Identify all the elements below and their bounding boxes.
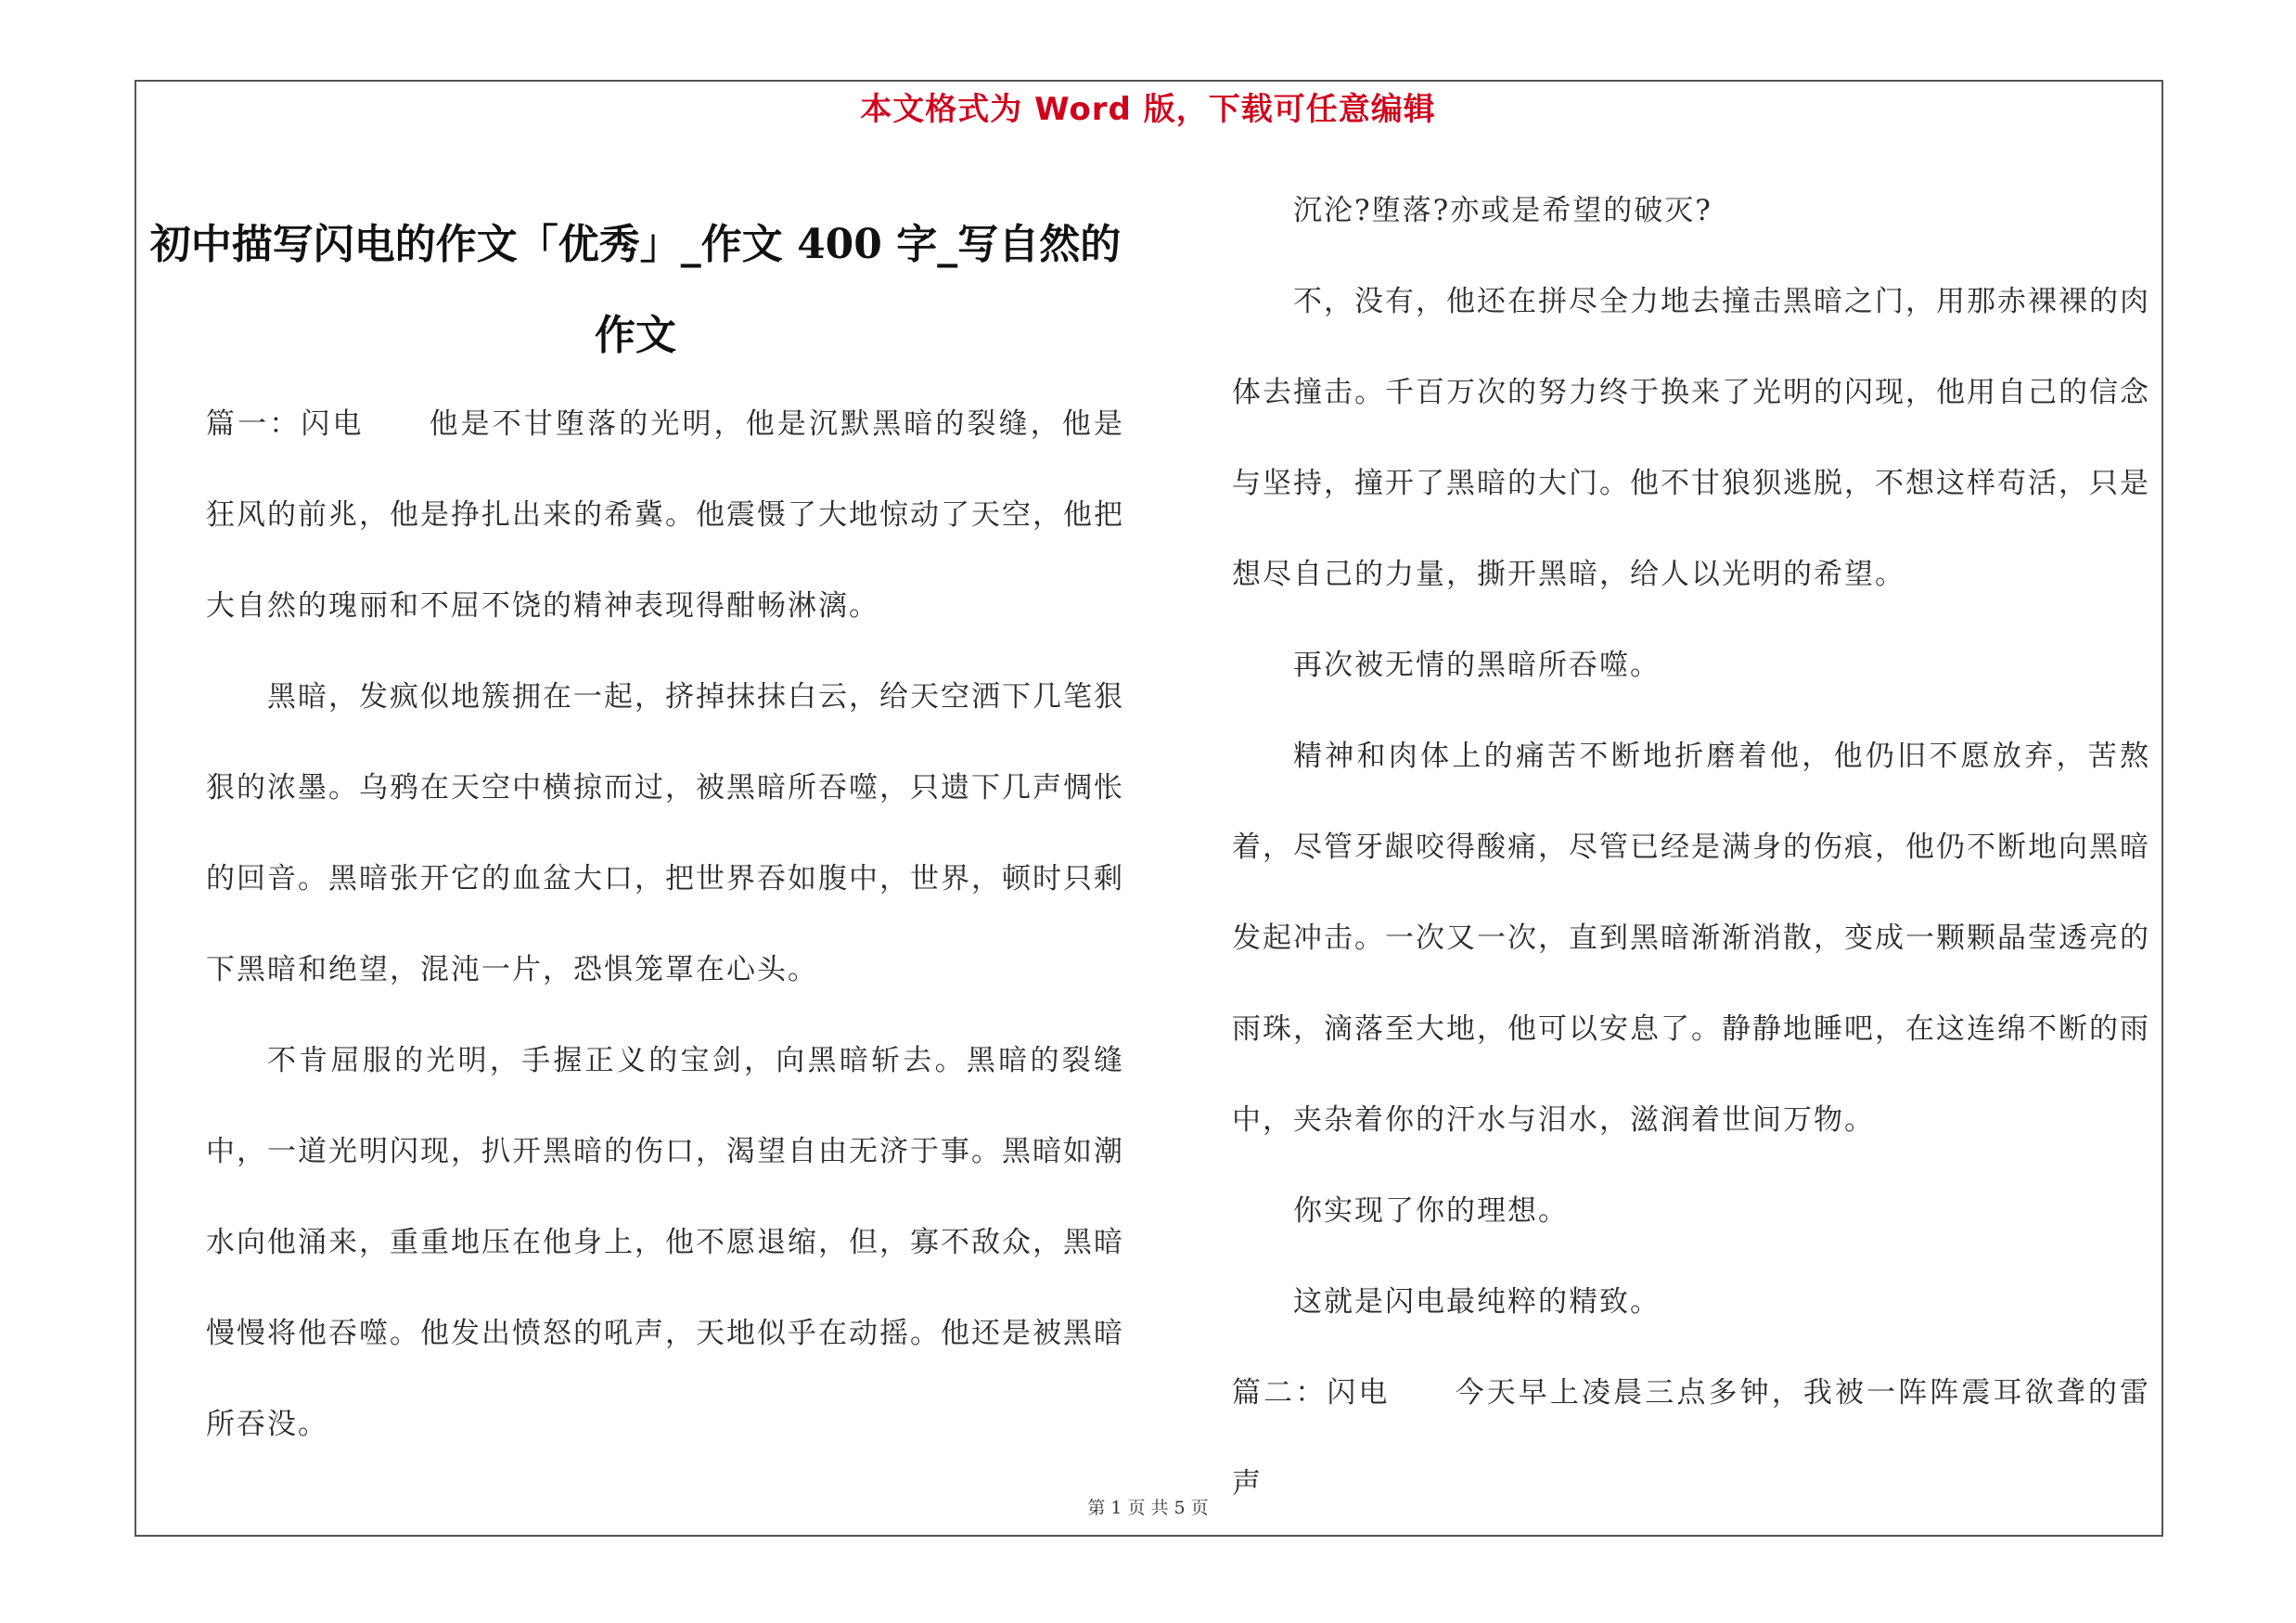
format-banner: 本文格式为 Word 版，下载可任意编辑: [860, 91, 1436, 128]
right-paragraph-7-text: 今天早上凌晨三点多钟，我被一阵阵震耳欲聋的雷声: [1232, 1376, 2150, 1501]
left-paragraph-2: 黑暗，发疯似地簇拥在一起，挤掉抹抹白云，给天空洒下几笔狠狠的浓墨。乌鸦在天空中横掠而过，被黑暗所吞噬，只遗下几声惆怅的回音。黑暗张开它的血盆大口，把世界吞如腹中，世界，顿时只剩下黑暗和绝望，混沌一片，恐惧笼罩在心头。: [206, 680, 1124, 986]
section-heading-2: 篇二：闪电: [1232, 1376, 1391, 1410]
right-paragraph-6: 这就是闪电最纯粹的精致。: [1293, 1285, 1661, 1319]
right-paragraph-1: 沉沦?堕落?亦或是希望的破灭?: [1293, 194, 1712, 227]
right-paragraph-3: 再次被无情的黑暗所吞噬。: [1293, 649, 1661, 682]
left-paragraph-1: [206, 379, 1124, 651]
right-paragraph-2: 不，没有，他还在拼尽全力地去撞击黑暗之门，用那赤裸裸的肉体去撞击。千百万次的努力终于换来了光明的闪现，他用自己的信念与坚持，撞开了黑暗的大门。他不甘狼狈逃脱，不想这样苟活，只是想尽自己的力量，撕开黑暗，给人以光明的希望。: [1232, 285, 2150, 591]
right-paragraph-4: 精神和肉体上的痛苦不断地折磨着他，他仍旧不愿放弃，苦熬着，尽管牙龈咬得酸痛，尽管已经是满身的伤痕，他仍不断地向黑暗发起冲击。一次又一次，直到黑暗渐渐消散，变成一颗颗晶莹透亮的雨珠，滴落至大地，他可以安息了。静静地睡吧，在这连绵不断的雨中，夹杂着你的汗水与泪水，滋润着世间万物。: [1232, 740, 2150, 1137]
section-heading-1: 篇一：闪电: [206, 407, 365, 441]
right-paragraph-5: 你实现了你的理想。: [1293, 1194, 1569, 1228]
document-title: 初中描写闪电的作文「优秀」_作文 400 字_写自然的作文: [149, 221, 1122, 359]
page-number-footer: 第 1 页 共 5 页: [1087, 1498, 1209, 1518]
left-paragraph-3: 不肯屈服的光明，手握正义的宝剑，向黑暗斩去。黑暗的裂缝中，一道光明闪现，扒开黑暗的伤口，渴望自由无济于事。黑暗如潮水向他涌来，重重地压在他身上，他不愿退缩，但，寡不敌众，黑暗慢慢将他吞噬。他发出愤怒的吼声，天地似乎在动摇。他还是被黑暗所吞没。: [206, 1044, 1124, 1441]
left-paragraph-1-text: 他是不甘堕落的光明，他是沉默黑暗的裂缝，他是狂风的前兆，他是挣扎出来的希冀。他震慑了大地惊动了天空，他把大自然的瑰丽和不屈不饶的精神表现得酣畅淋漓。: [206, 407, 1124, 623]
